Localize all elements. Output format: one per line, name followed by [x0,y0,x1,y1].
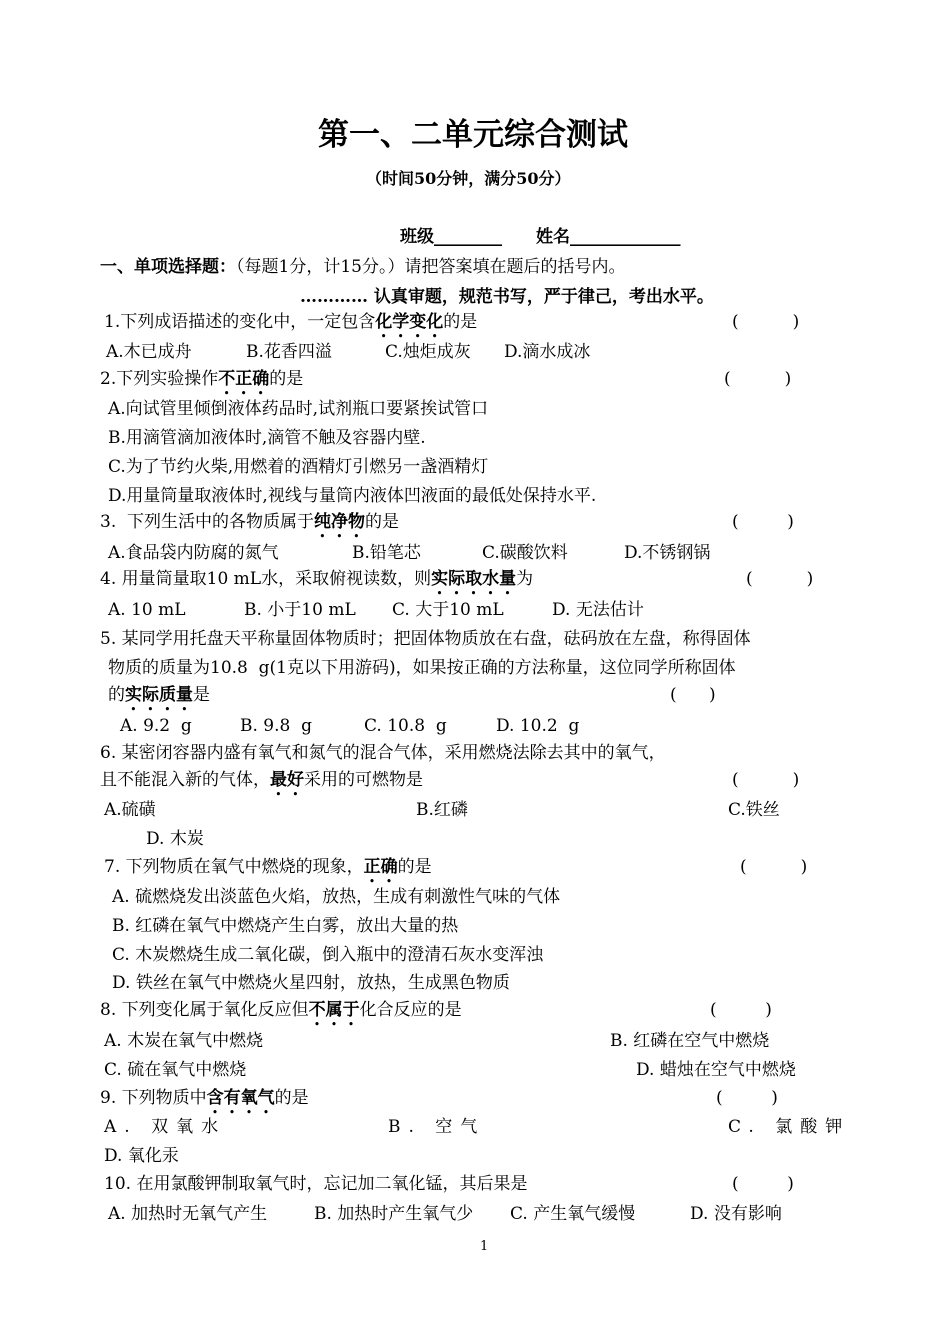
question-10-option-a: A. 加热时无氧气产生 [108,1204,268,1224]
question-6-emphasis: 最好 [270,770,304,790]
question-8-stem: 8. 下列变化属于氧化反应但不属于化合反应的是 [100,1000,462,1020]
question-3-option-b: B.铅笔芯 [352,543,421,563]
section-header [100,256,625,278]
question-2-stem: 2.下列实验操作不正确的是 [100,369,304,389]
question-6-option-c: C.铁丝 [728,800,780,820]
question-5-stem-line-2: 物质的质量为10.8 g(1克以下用游码)，如果按正确的方法称量，这位同学所称固体 [108,658,736,678]
question-1-option-d: D.滴水成冰 [504,342,591,362]
question-5-option-a: A. 9.2 g [120,716,192,736]
question-1-option-b: B.花香四溢 [246,342,332,362]
question-5-option-b: B. 9.8 g [240,716,313,736]
question-9-stem: 9. 下列物质中含有氧气的是 [100,1088,309,1108]
question-2-option-b: B.用滴管滴加液体时,滴管不触及容器内壁. [108,428,426,448]
question-7-option-c: C. 木炭燃烧生成二氧化碳，倒入瓶中的澄清石灰水变浑浊 [112,945,544,965]
question-4-option-b: B. 小于10 mL [244,600,356,620]
question-8-option-b: B. 红磷在空气中燃烧 [610,1031,770,1051]
question-3-option-c: C.碳酸饮料 [482,543,568,563]
question-7-answer-bracket[interactable]: ( ) [740,857,808,877]
question-3-emphasis: 纯净物 [314,512,366,532]
question-7-option-b: B. 红磷在氧气中燃烧产生白雾，放出大量的热 [112,916,459,936]
question-8-option-a: A. 木炭在氧气中燃烧 [104,1031,264,1051]
question-4-option-c: C. 大于10 mL [392,600,504,620]
question-1-stem: 1.下列成语描述的变化中，一定包含化学变化的是 [104,312,478,332]
question-1-answer-bracket[interactable]: ( ) [732,312,800,332]
question-9-answer-bracket[interactable]: ( ) [716,1088,778,1108]
question-6-option-d: D. 木炭 [146,829,204,849]
question-7-stem: 7. 下列物质在氧气中燃烧的现象，正确的是 [104,857,432,877]
question-9-option-a: A. 双氧水 [104,1117,227,1137]
question-8-option-c: C. 硫在氧气中燃烧 [104,1060,247,1080]
question-1-option-c: C.烛炬成灰 [385,342,471,362]
question-3-stem: 3. 下列生活中的各物质属于纯净物的是 [100,512,400,532]
question-10-stem: 10. 在用氯酸钾制取氧气时，忘记加二氧化锰，其后果是 [104,1174,528,1194]
class-field[interactable]: 班级________ [400,227,502,247]
question-7-option-d: D. 铁丝在氧气中燃烧火星四射，放热，生成黑色物质 [112,973,510,993]
page-number: 1 [480,1239,489,1254]
question-3-option-d: D.不锈钢锅 [624,543,711,563]
question-1-emphasis: 化学变化 [375,312,444,332]
question-9-emphasis: 含有氧气 [206,1088,275,1108]
section-heading: 一、单项选择题： [100,257,236,277]
question-6-stem-line-1: 6. 某密闭容器内盛有氧气和氮气的混合气体，采用燃烧法除去其中的氧气， [100,743,666,763]
question-2-option-d: D.用量筒量取液体时,视线与量筒内液体凹液面的最低处保持水平. [108,486,597,506]
question-5-stem-line-1: 5. 某同学用托盘天平称量固体物质时；把固体物质放在右盘，砝码放在左盘，称得固体 [100,629,751,649]
question-8-option-d: D. 蜡烛在空气中燃烧 [636,1060,796,1080]
question-2-answer-bracket[interactable]: ( ) [724,369,792,389]
question-3-option-a: A.食品袋内防腐的氮气 [108,543,279,563]
question-7-option-a: A. 硫燃烧发出淡蓝色火焰，放热，生成有刺激性气味的气体 [112,887,561,907]
question-6-option-b: B.红磷 [416,800,468,820]
question-9-option-c: C. 氯酸钾 [728,1117,851,1137]
question-5-emphasis: 实际质量 [125,685,193,705]
question-5-option-c: C. 10.8 g [364,716,447,736]
section-motto: ………… 认真审题，规范书写，严于律己，考出水平。 [300,287,714,307]
question-8-emphasis: 不属于 [308,1000,360,1020]
page-subtitle: （时间50分钟，满分50分） [366,169,571,188]
question-3-answer-bracket[interactable]: ( ) [732,512,794,532]
question-2-emphasis: 不正确 [218,369,270,389]
question-8-answer-bracket[interactable]: ( ) [710,1000,772,1020]
name-field[interactable]: 姓名_____________ [536,227,681,247]
question-6-option-a: A.硫磺 [104,800,156,820]
question-10-option-c: C. 产生氧气缓慢 [510,1204,636,1224]
question-9-option-d: D. 氧化汞 [104,1146,179,1166]
question-6-answer-bracket[interactable]: ( ) [732,770,800,790]
question-5-stem-line-3: 的实际质量是 [108,685,210,705]
question-10-answer-bracket[interactable]: ( ) [732,1174,794,1194]
question-4-emphasis: 实际取水量 [431,569,517,589]
question-1-option-a: A.木已成舟 [106,342,192,362]
page-title: 第一、二单元综合测试 [318,117,628,153]
question-4-answer-bracket[interactable]: ( ) [746,569,814,589]
question-5-answer-bracket[interactable]: ( ) [670,685,716,705]
question-9-option-b: B. 空气 [388,1117,486,1137]
question-6-stem-line-2: 且不能混入新的气体，最好采用的可燃物是 [100,770,423,790]
question-10-option-b: B. 加热时产生氧气少 [314,1204,474,1224]
question-4-option-d: D. 无法估计 [552,600,644,620]
section-instructions: （每题1分，计15分。）请把答案填在题后的括号内。 [236,257,626,277]
question-4-option-a: A. 10 mL [108,600,186,620]
question-10-option-d: D. 没有影响 [690,1204,782,1224]
question-7-emphasis: 正确 [363,857,398,877]
question-5-option-d: D. 10.2 g [496,716,580,736]
question-4-stem: 4. 用量筒量取10 mL水，采取俯视读数，则实际取水量为 [100,569,534,589]
question-2-option-c: C.为了节约火柴,用燃着的酒精灯引燃另一盏酒精灯 [108,457,489,477]
question-2-option-a: A.向试管里倾倒液体药品时,试剂瓶口要紧挨试管口 [108,399,489,419]
